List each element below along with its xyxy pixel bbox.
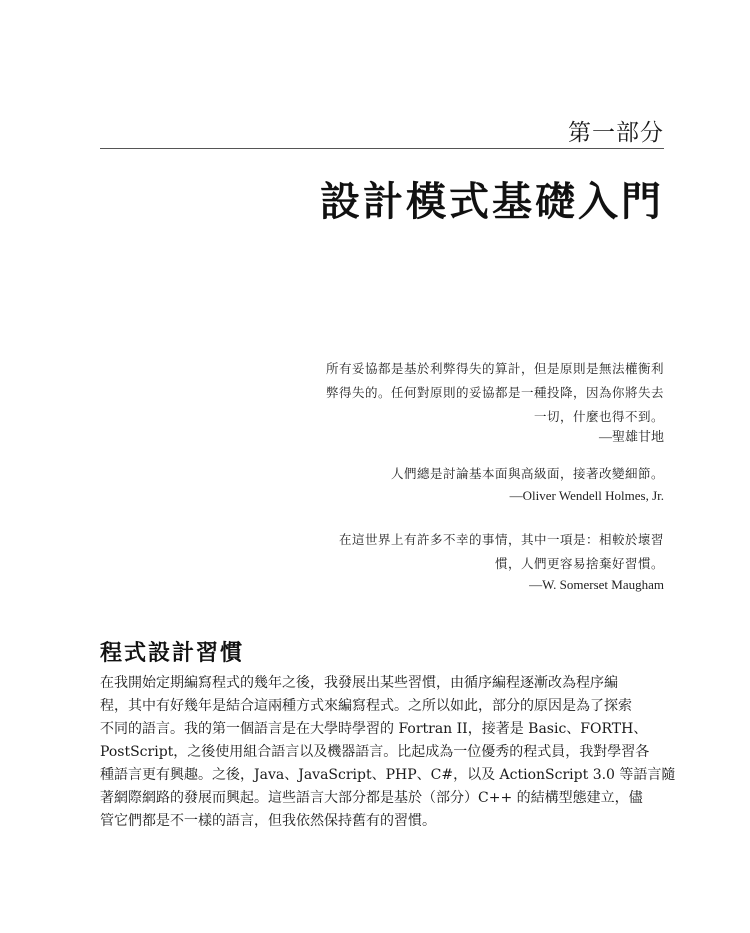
paragraph-line: 不同的語言。我的第一個語言是在大學時學習的 Fortran II，接著是 Basic、FORTH、 <box>100 721 648 737</box>
epigraph-holmes <box>391 462 664 486</box>
paragraph-line: 種語言更有興趣。之後，Java、JavaScript、PHP、C#，以及 ActionScript 3.0 等語言隨 <box>100 767 676 783</box>
epigraph-line: 慣，人們更容易捨棄好習慣。 <box>494 556 664 571</box>
epigraph-gandhi <box>326 357 664 429</box>
body-paragraph <box>100 672 676 833</box>
paragraph-line: 程，其中有好幾年是結合這兩種方式來編寫程式。之所以如此，部分的原因是為了探索 <box>100 698 632 714</box>
epigraph-attribution: —Oliver Wendell Holmes, Jr. <box>509 488 664 503</box>
epigraph-line: 所有妥協都是基於利弊得失的算計，但是原則是無法權衡利 <box>325 361 664 376</box>
epigraph-line: 弊得失的。任何對原則的妥協都是一種投降，因為你將失去 <box>325 385 664 400</box>
header-rule <box>100 148 664 149</box>
chapter-title: 設計模式基礎入門 <box>320 179 664 225</box>
paragraph-line: 著網際網路的發展而興起。這些語言大部分都是基於（部分）C++ 的結構型態建立，儘 <box>100 790 643 806</box>
epigraph-maugham <box>339 528 664 576</box>
paragraph-line: PostScript，之後使用組合語言以及機器語言。比起成為一位優秀的程式員，我對學習各 <box>100 744 650 760</box>
epigraph-line: 人們總是討論基本面與高級面，接著改變細節。 <box>390 466 664 481</box>
epigraph-line: 一切，什麼也得不到。 <box>533 409 664 424</box>
paragraph-line: 在我開始定期編寫程式的幾年之後，我發展出某些習慣，由循序編程逐漸改為程序編 <box>100 675 618 691</box>
section-heading: 程式設計習慣 <box>100 641 245 666</box>
part-label: 第一部分 <box>568 120 664 146</box>
epigraph-attribution: —W. Somerset Maugham <box>529 577 664 592</box>
epigraph-attribution: —聖雄甘地 <box>598 429 664 444</box>
paragraph-line: 管它們都是不一樣的語言，但我依然保持舊有的習慣。 <box>100 813 436 829</box>
epigraph-line: 在這世界上有許多不幸的事情，其中一項是：相較於壞習 <box>338 532 664 547</box>
